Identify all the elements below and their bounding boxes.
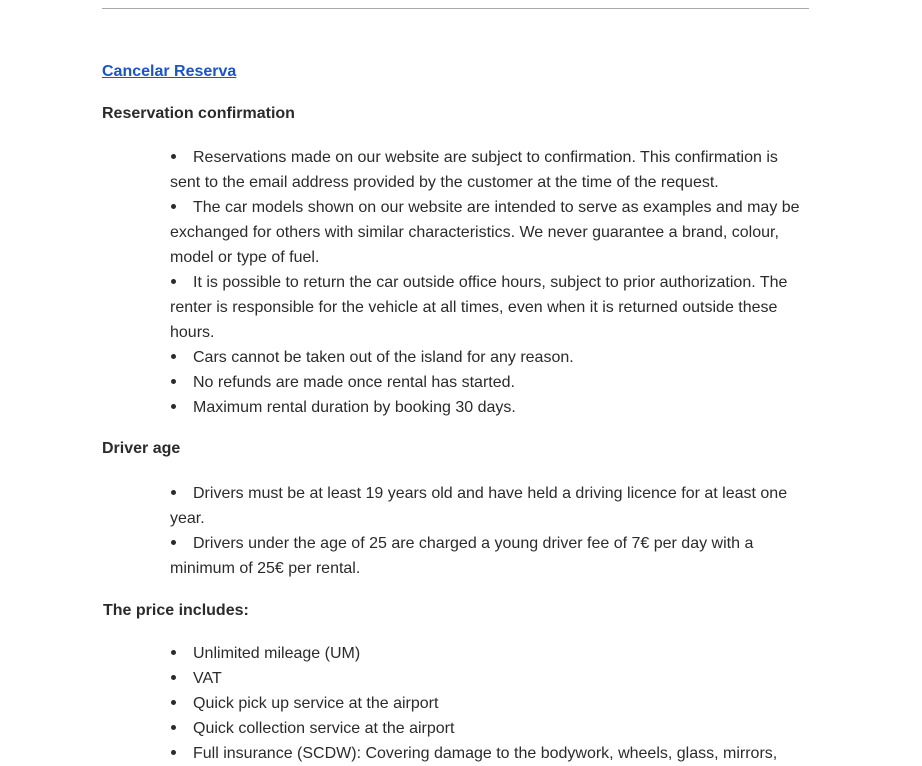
bullet-icon [170, 716, 193, 741]
section-list [170, 145, 806, 420]
list-item: No refunds are made once rental has started. [170, 370, 806, 395]
section-reservation-confirmation [102, 103, 812, 420]
list-item: Drivers under the age of 25 are charged a young driver fee of 7€ per day with a minimum of 25€ per rental. [170, 531, 806, 581]
section-title: Driver age [102, 440, 181, 457]
list-item: Quick pick up service at the airport [170, 691, 806, 716]
bullet-icon [170, 691, 193, 716]
section-driver-age [102, 438, 812, 581]
list-item: The car models shown on our website are intended to serve as examples and may be exchanged for others with similar characteristics. We never guarantee a brand, colour, model or type of fuel. [170, 195, 806, 270]
section-title: Reservation confirmation [102, 105, 295, 122]
bullet-icon [170, 345, 193, 370]
bullet-icon [170, 145, 193, 170]
list-item: Full insurance (SCDW): Covering damage to the bodywork, wheels, glass, mirrors, [170, 741, 806, 766]
bullet-icon [170, 395, 193, 420]
bullet-icon [170, 481, 193, 506]
list-item: Quick collection service at the airport [170, 716, 806, 741]
top-divider [102, 8, 809, 9]
list-item: Drivers must be at least 19 years old and have held a driving licence for at least one year. [170, 481, 806, 531]
bullet-icon [170, 531, 193, 556]
list-item: Maximum rental duration by booking 30 days. [170, 395, 806, 420]
list-item: Cars cannot be taken out of the island for any reason. [170, 345, 806, 370]
list-item: It is possible to return the car outside office hours, subject to prior authorization. The renter is responsible for the vehicle at all times, even when it is returned outside these hours. [170, 270, 806, 345]
bullet-icon [170, 195, 193, 220]
list-item: VAT [170, 666, 806, 691]
bullet-icon [170, 641, 193, 666]
section-price-includes [102, 600, 812, 766]
terms-content [102, 61, 812, 766]
list-item: Unlimited mileage (UM) [170, 641, 806, 666]
section-list [170, 641, 806, 766]
cancel-reservation-link[interactable]: Cancelar Reserva [102, 63, 237, 80]
list-item: Reservations made on our website are subject to confirmation. This confirmation is sent to the email address provided by the customer at the time of the request. [170, 145, 806, 195]
bullet-icon [170, 741, 193, 766]
section-title: The price includes: [103, 602, 249, 619]
bullet-icon [170, 270, 193, 295]
bullet-icon [170, 370, 193, 395]
section-list [170, 481, 806, 581]
bullet-icon [170, 666, 193, 691]
